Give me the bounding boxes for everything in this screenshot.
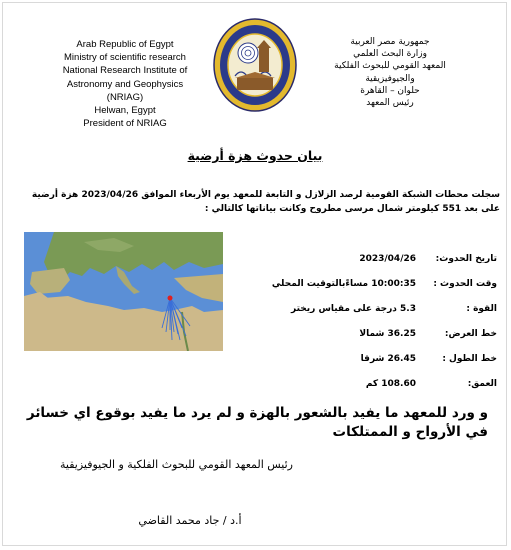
nriag-seal-icon: [213, 18, 297, 112]
english-line: President of NRIAG: [83, 118, 167, 130]
signature-name: أ.د / جاد محمد القاضي: [138, 514, 242, 527]
document-title: بيان حدوث هزة أرضية: [187, 148, 323, 163]
english-line: (NRIAG): [106, 91, 144, 103]
english-line: Helwan, Egypt: [94, 105, 156, 117]
detail-label-time: وقت الحدوث :: [433, 279, 497, 289]
detail-label-longitude: خط الطول :: [442, 354, 497, 364]
epicenter-map-icon: [24, 232, 223, 351]
detail-value-date: 2023/04/26: [359, 254, 416, 264]
detail-label-latitude: خط العرض:: [444, 329, 497, 339]
detail-label-date: تاريخ الحدوث:: [435, 254, 497, 264]
english-line: Ministry of scientific research: [64, 52, 186, 64]
intro-paragraph: سجلت محطات الشبكة القومية لرصد الزلازل و التابعة للمعهد يوم الأربعاء الموافق 2023/04/26 هزة أرضية على بعد 551 كيلومتر شمال مرسى مطروح وكانت بياناتها كالتالي :: [31, 190, 500, 214]
detail-value-latitude: 36.25 شمالا: [359, 329, 416, 339]
english-line: National Research Institute of: [62, 65, 188, 77]
arabic-line: المعهد القومي للبحوث الفلكية: [334, 61, 446, 72]
arabic-line: حلوان – القاهرة: [360, 85, 420, 96]
english-header: [40, 38, 210, 130]
english-line: Astronomy and Geophysics: [66, 78, 184, 90]
english-line: Arab Republic of Egypt: [76, 39, 174, 50]
detail-value-depth: 108.60 كم: [365, 379, 416, 389]
detail-label-magnitude: القوة :: [466, 304, 497, 314]
arabic-line: رئيس المعهد: [366, 98, 414, 109]
arabic-line: والجيوفيزيقية: [365, 73, 415, 84]
detail-value-time: 10:00:35 مساءًبالتوقيت المحلي: [271, 279, 416, 289]
arabic-line: جمهورية مصر العربية: [350, 37, 430, 47]
signature-title: رئيس المعهد القومي للبحوث الفلكية و الجيوفيزيقية: [60, 458, 293, 471]
detail-label-depth: العمق:: [467, 379, 497, 389]
arabic-header: [330, 36, 450, 109]
detail-value-longitude: 26.45 شرقا: [360, 354, 416, 364]
detail-value-magnitude: 5.3 درجة على مقياس ريختر: [291, 304, 416, 314]
arabic-line: وزارة البحث العلمي: [353, 49, 427, 60]
felt-report-statement: و ورد للمعهد ما يفيد بالشعور بالهزة و لم يرد ما يفيد بوقوع اي خسائر في الأرواح و الممتلكات: [26, 405, 488, 440]
